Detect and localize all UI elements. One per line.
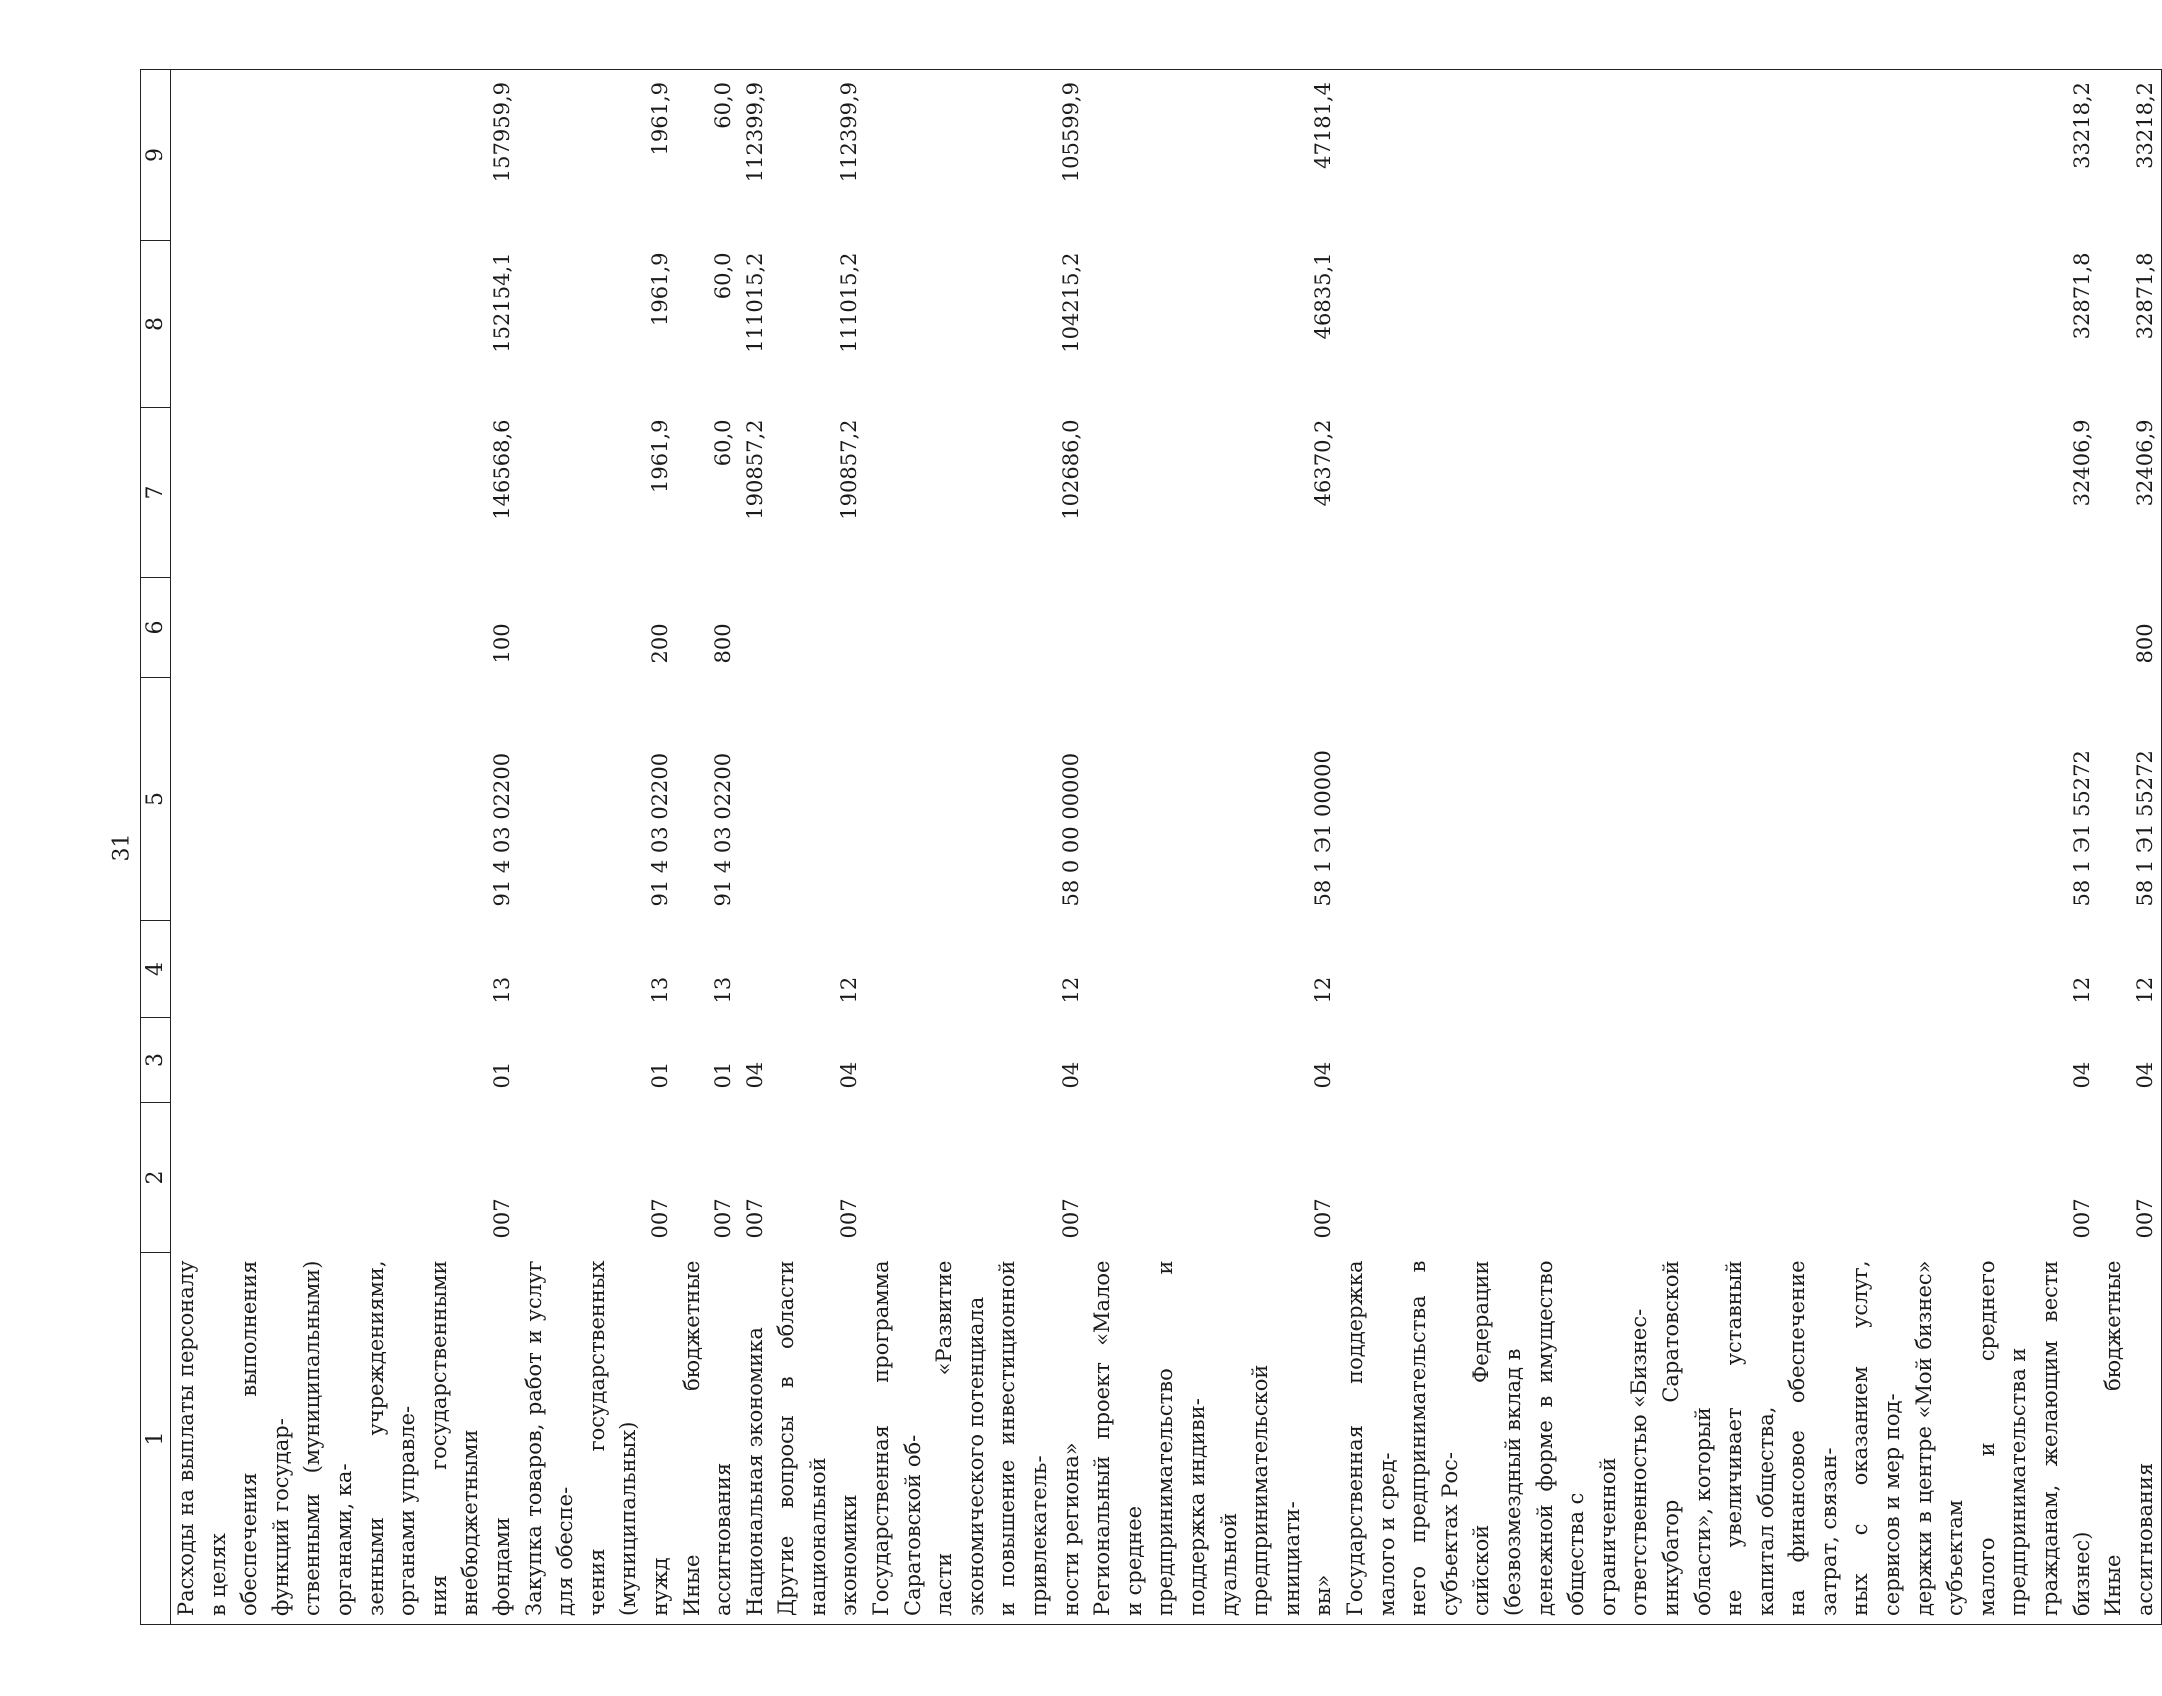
row-code-2: 007 bbox=[837, 1198, 862, 1239]
row-amount-8: 152154,1 bbox=[489, 252, 514, 353]
row-target-article: 58 0 00 00000 bbox=[1058, 752, 1083, 907]
table-row bbox=[771, 70, 866, 1625]
description-line: малого и среднего предпринимательства и bbox=[1974, 1260, 2031, 1616]
row-target-article: 91 4 03 02200 bbox=[489, 752, 514, 907]
row-code-2: 007 bbox=[2069, 1198, 2094, 1239]
description-line: инкубатор Саратовской области», который bbox=[1658, 1260, 1715, 1616]
table-row bbox=[866, 70, 1087, 1625]
row-code-3: 04 bbox=[2069, 1061, 2094, 1089]
description-line: дуальной предпринимательской инициати- bbox=[1216, 1364, 1304, 1616]
row-target-article: 58 1 Э1 55272 bbox=[2098, 678, 2162, 921]
row-amount-8: 46835,1 bbox=[1311, 252, 1336, 340]
description-line: Иные бюджетные ассигнования bbox=[679, 1260, 736, 1616]
row-amount-7: 190857,2 bbox=[742, 419, 767, 520]
row-amount-8: 1961,9 bbox=[647, 252, 672, 326]
row-code-3: 01 bbox=[711, 1061, 736, 1089]
row-amount-7: 190857,2 bbox=[837, 419, 862, 520]
row-expense-type bbox=[1087, 578, 1340, 678]
row-amount-7: 60,0 bbox=[711, 419, 736, 467]
description-line: денежной форме в имущество общества с bbox=[1532, 1260, 1589, 1616]
row-code-4: 13 bbox=[711, 976, 736, 1004]
header-col-6: 6 bbox=[141, 578, 171, 678]
description-line: зенными учреждениями, органами управле- bbox=[363, 1260, 420, 1616]
row-code-2: 007 bbox=[2098, 1103, 2162, 1253]
row-code-2: 007 bbox=[711, 1198, 736, 1239]
row-target-article: 91 4 03 02200 bbox=[711, 752, 736, 907]
table-row bbox=[2098, 70, 2162, 1625]
row-code-2: 007 bbox=[1058, 1198, 1083, 1239]
description-line: ласти «Развитие экономического потенциала bbox=[932, 1260, 988, 1616]
row-description bbox=[2098, 1253, 2162, 1625]
table-row bbox=[1087, 70, 1340, 1625]
description-line: Региональный проект «Малое и среднее bbox=[1090, 1260, 1146, 1616]
row-amount-7: 32406,9 bbox=[2098, 408, 2162, 578]
row-code-2: 007 bbox=[742, 1198, 767, 1239]
row-amount-9: 112399,9 bbox=[771, 70, 866, 241]
row-description bbox=[1087, 1253, 1340, 1625]
row-code-3: 04 bbox=[1058, 1061, 1083, 1089]
row-description bbox=[866, 1253, 1087, 1625]
row-amount-7: 102686,0 bbox=[1058, 419, 1083, 520]
description-line: ных с оказанием услуг, сервисов и мер под- bbox=[1848, 1260, 1905, 1616]
row-amount-9: 47181,4 bbox=[1087, 70, 1340, 241]
description-line: вы» bbox=[1311, 1574, 1336, 1616]
row-code-4 bbox=[740, 921, 772, 1018]
header-row bbox=[141, 70, 171, 1625]
row-description bbox=[677, 1253, 740, 1625]
row-amount-9: 33218,2 bbox=[2098, 70, 2162, 241]
row-amount-7: 146568,6 bbox=[489, 419, 514, 520]
row-code-2: 007 bbox=[647, 1198, 672, 1239]
description-line: не увеличивает уставный капитал общества, bbox=[1722, 1260, 1778, 1616]
row-target-article: 58 1 Э1 00000 bbox=[1311, 750, 1336, 907]
description-line: гражданам, желающим вести бизнес) bbox=[2038, 1260, 2094, 1616]
row-code-3: 04 bbox=[837, 1061, 862, 1089]
description-line: сийской Федерации (безвозмездный вклад в bbox=[1469, 1260, 1525, 1616]
row-amount-8: 111015,2 bbox=[742, 252, 767, 353]
description-line: ности региона» bbox=[1058, 1442, 1083, 1616]
row-code-2: 007 bbox=[1311, 1198, 1336, 1239]
table-row bbox=[171, 70, 519, 1625]
description-line: ния государственными внебюджетными bbox=[426, 1260, 483, 1616]
row-code-4: 12 bbox=[2069, 976, 2094, 1004]
row-description bbox=[771, 1253, 866, 1625]
description-line: Национальная экономика bbox=[742, 1327, 767, 1616]
row-expense-type: 200 bbox=[647, 623, 672, 664]
description-line: на финансовое обеспечение затрат, связан- bbox=[1785, 1260, 1841, 1616]
row-code-4: 12 bbox=[2098, 921, 2162, 1018]
description-line: фондами bbox=[489, 1517, 514, 1616]
row-amount-9: 157959,9 bbox=[171, 70, 519, 241]
row-amount-9: 60,0 bbox=[677, 70, 740, 241]
description-line: Другие вопросы в области национальной bbox=[774, 1260, 830, 1616]
row-description bbox=[1340, 1253, 2098, 1625]
row-code-4: 12 bbox=[1311, 976, 1336, 1004]
header-col-2: 2 bbox=[141, 1103, 171, 1253]
row-code-3: 01 bbox=[489, 1061, 514, 1089]
description-line: Государственная программа Саратовской об- bbox=[869, 1260, 925, 1616]
rotated-page-content bbox=[140, 70, 2157, 1625]
description-line: обеспечения выполнения функций государ- bbox=[237, 1260, 293, 1616]
row-code-3: 04 bbox=[1311, 1061, 1336, 1089]
row-code-4: 12 bbox=[1058, 976, 1083, 1004]
row-code-3: 04 bbox=[2098, 1018, 2162, 1103]
header-col-5: 5 bbox=[141, 678, 171, 921]
row-description bbox=[740, 1253, 772, 1625]
row-amount-9: 105599,9 bbox=[866, 70, 1087, 241]
header-col-7: 7 bbox=[141, 408, 171, 578]
description-line: Закупка товаров, работ и услуг для обеспе- bbox=[521, 1260, 578, 1616]
description-line: Иные бюджетные ассигнования bbox=[2101, 1260, 2157, 1616]
row-expense-type bbox=[866, 578, 1087, 678]
header-col-1: 1 bbox=[141, 1253, 171, 1625]
budget-table bbox=[140, 69, 2162, 1625]
description-line: ственными (муниципальными) органами, ка- bbox=[300, 1260, 356, 1616]
header-col-4: 4 bbox=[141, 921, 171, 1018]
row-description bbox=[519, 1253, 677, 1625]
row-code-4: 12 bbox=[837, 976, 862, 1004]
row-expense-type bbox=[740, 578, 772, 678]
row-amount-7: 32406,9 bbox=[2069, 419, 2094, 507]
row-amount-7: 46370,2 bbox=[1311, 419, 1336, 507]
row-amount-8: 104215,2 bbox=[1058, 252, 1083, 353]
description-line: экономики bbox=[837, 1494, 862, 1616]
row-target-article bbox=[740, 678, 772, 921]
description-line: чения государственных (муниципальных) bbox=[584, 1260, 641, 1616]
table-row bbox=[740, 70, 772, 1625]
row-target-article bbox=[771, 678, 866, 921]
row-amount-8: 111015,2 bbox=[837, 252, 862, 353]
row-amount-9: 112399,9 bbox=[740, 70, 772, 241]
row-amount-9: 33218,2 bbox=[1340, 70, 2098, 241]
row-code-3: 04 bbox=[742, 1061, 767, 1089]
row-expense-type: 100 bbox=[489, 623, 514, 664]
row-target-article: 58 1 Э1 55272 bbox=[2069, 750, 2094, 907]
page-number: 31 bbox=[109, 833, 135, 862]
row-expense-type: 800 bbox=[711, 623, 736, 664]
row-amount-8: 60,0 bbox=[711, 252, 736, 300]
table-row bbox=[1340, 70, 2098, 1625]
table-body bbox=[171, 70, 2162, 1625]
row-code-4: 13 bbox=[489, 976, 514, 1004]
row-expense-type: 800 bbox=[2098, 578, 2162, 678]
row-amount-9: 1961,9 bbox=[519, 70, 677, 241]
row-code-2: 007 bbox=[489, 1198, 514, 1239]
table-row bbox=[519, 70, 677, 1625]
description-line: нужд bbox=[647, 1557, 672, 1616]
description-line: держки в центре «Мой бизнес» субъектам bbox=[1911, 1260, 1968, 1616]
row-amount-8: 32871,8 bbox=[2069, 252, 2094, 340]
header-col-3: 3 bbox=[141, 1018, 171, 1103]
description-line: него предпринимательства в субъектах Рос- bbox=[1406, 1260, 1462, 1616]
description-line: предпринимательство и поддержка индиви- bbox=[1153, 1260, 1209, 1616]
description-line: ограниченной ответственностью «Бизнес- bbox=[1595, 1308, 1652, 1616]
row-code-4: 13 bbox=[647, 976, 672, 1004]
row-expense-type bbox=[771, 578, 866, 678]
header-col-8: 8 bbox=[141, 241, 171, 408]
table-row bbox=[677, 70, 740, 1625]
description-line: Государственная поддержка малого и сред- bbox=[1342, 1260, 1399, 1616]
description-line: и повышение инвестиционной привлекатель- bbox=[995, 1260, 1052, 1616]
row-code-3: 01 bbox=[647, 1061, 672, 1089]
row-amount-7: 1961,9 bbox=[647, 419, 672, 493]
row-description bbox=[171, 1253, 519, 1625]
header-col-9: 9 bbox=[141, 70, 171, 241]
row-amount-8: 32871,8 bbox=[2098, 241, 2162, 408]
row-expense-type bbox=[1340, 578, 2098, 678]
description-line: Расходы на выплаты персоналу в целях bbox=[174, 1260, 230, 1616]
row-target-article: 91 4 03 02200 bbox=[647, 752, 672, 907]
